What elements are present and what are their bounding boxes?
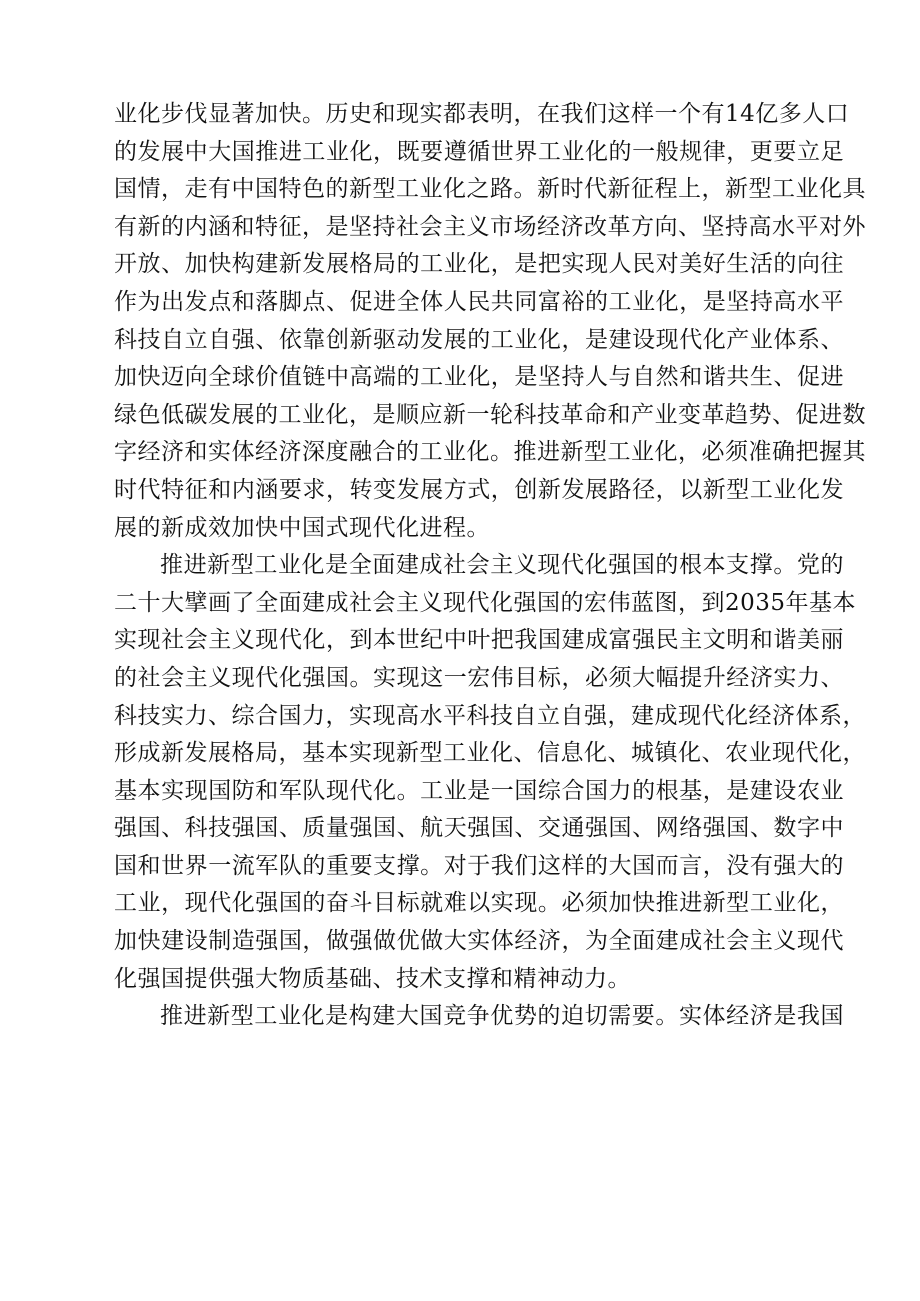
paragraph-1-line: 业化步伐显著加快。历史和现实都表明，在我们这样一个有14亿多人口 (114, 101, 850, 127)
paragraph-1-line: 加快迈向全球价值链中高端的工业化，是坚持人与自然和谐共生、促进 (114, 364, 844, 391)
paragraph-2-line: 国和世界一流军队的重要支撑。对于我们这样的大国而言，没有强大的 (114, 852, 844, 879)
paragraph-1-line: 展的新成效加快中国式现代化进程。 (114, 514, 490, 541)
paragraph-1-line: 开放、加快构建新发展格局的工业化，是把实现人民对美好生活的向往 (114, 251, 844, 278)
paragraph-1-line: 的发展中大国推进工业化，既要遵循世界工业化的一般规律，更要立足 (114, 138, 844, 165)
paragraph-1-line: 有新的内涵和特征，是坚持社会主义市场经济改革方向、坚持高水平对外 (114, 213, 866, 240)
paragraph-1-line: 国情，走有中国特色的新型工业化之路。新时代新征程上，新型工业化具 (114, 176, 866, 203)
paragraph-3-line: 推进新型工业化是构建大国竞争优势的迫切需要。实体经济是我国 (160, 1003, 844, 1030)
paragraph-2-line: 化强国提供强大物质基础、技术支撑和精神动力。 (114, 965, 631, 992)
paragraph-2-line: 加快建设制造强国，做强做优做大实体经济，为全面建成社会主义现代 (114, 928, 844, 955)
paragraph-1-line: 科技自立自强、依靠创新驱动发展的工业化，是建设现代化产业体系、 (114, 326, 844, 353)
document-body (114, 96, 866, 1036)
paragraph-1-line: 时代特征和内涵要求，转变发展方式，创新发展路径，以新型工业化发 (114, 476, 844, 503)
paragraph-2-line: 的社会主义现代化强国。实现这一宏伟目标，必须大幅提升经济实力、 (114, 664, 844, 691)
paragraph-2-line: 推进新型工业化是全面建成社会主义现代化强国的根本支撑。党的 (160, 552, 844, 579)
paragraph-1-line: 作为出发点和落脚点、促进全体人民共同富裕的工业化，是坚持高水平 (114, 288, 844, 315)
paragraph-2-line: 二十大擘画了全面建成社会主义现代化强国的宏伟蓝图，到2035年基本 (114, 589, 857, 616)
paragraph-2-line: 实现社会主义现代化，到本世纪中叶把我国建成富强民主文明和谐美丽 (114, 627, 844, 654)
paragraph-2-line: 形成新发展格局，基本实现新型工业化、信息化、城镇化、农业现代化， (114, 740, 866, 767)
paragraph-2-line: 基本实现国防和军队现代化。工业是一国综合国力的根基，是建设农业 (114, 777, 844, 804)
paragraph-1-line: 绿色低碳发展的工业化，是顺应新一轮科技革命和产业变革趋势、促进数 (114, 401, 866, 428)
paragraph-2-line: 强国、科技强国、质量强国、航天强国、交通强国、网络强国、数字中 (114, 815, 844, 842)
paragraph-2-line: 工业，现代化强国的奋斗目标就难以实现。必须加快推进新型工业化， (114, 890, 844, 917)
paragraph-2-line: 科技实力、综合国力，实现高水平科技自立自强，建成现代化经济体系， (114, 702, 866, 729)
paragraph-1-line: 字经济和实体经济深度融合的工业化。推进新型工业化，必须准确把握其 (114, 439, 866, 466)
